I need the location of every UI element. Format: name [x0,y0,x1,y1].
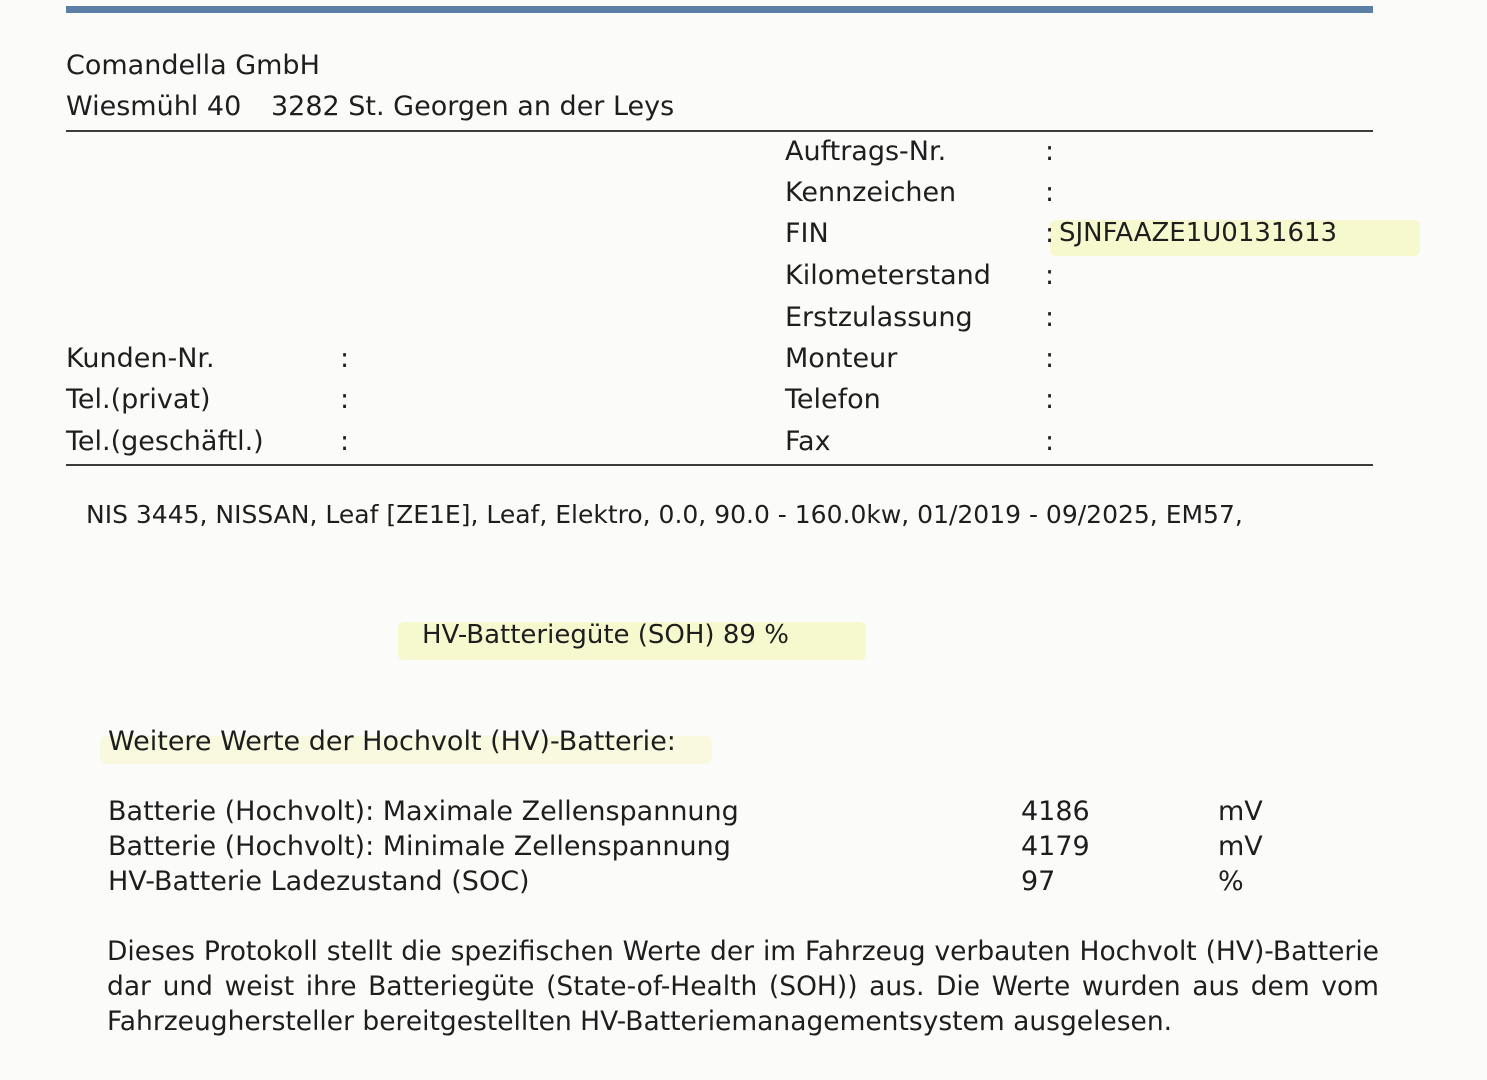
protocol-note: Dieses Protokoll stellt die spezifischen Werte der im Fahrzeug verbauten Hochvolt (HV)-Batterie dar und weist ihre Batteriegüte (State-of-Health (SOH)) aus. Die Werte wurden aus dem vom Fahrzeughersteller bereitgestellten HV-Batteriemanagementsystem ausgelesen. [107,936,1379,1037]
field-separator: : [340,426,350,457]
field-label: Fax [785,426,831,457]
header-divider [66,130,1373,132]
field-label: Kilometerstand [785,260,991,291]
field-separator: : [1045,384,1055,415]
field-separator: : [1045,260,1055,291]
value-unit: mV [1218,831,1263,862]
field-separator: : [340,343,350,374]
fin-value: SJNFAAZE1U0131613 [1059,218,1338,248]
section-title: Weitere Werte der Hochvolt (HV)-Batterie: [108,726,676,757]
value-number: 4179 [1021,831,1090,862]
field-label: Kennzeichen [785,177,957,208]
field-label: Monteur [785,343,898,374]
value-unit: mV [1218,796,1263,827]
header-accent-bar [66,6,1373,13]
field-separator: : [1045,302,1055,333]
field-label: Auftrags-Nr. [785,136,947,167]
field-separator: : [1045,177,1055,208]
company-name: Comandella GmbH [66,50,320,81]
soh-result: HV-Batteriegüte (SOH) 89 % [422,620,789,650]
value-number: 97 [1021,866,1056,897]
field-label: Tel.(geschäftl.) [66,426,264,457]
field-label: Erstzulassung [785,302,973,333]
fields-divider [66,464,1373,466]
field-separator: : [340,384,350,415]
company-city: 3282 St. Georgen an der Leys [271,91,675,122]
field-separator: : [1045,136,1055,167]
value-label: Batterie (Hochvolt): Maximale Zellenspannung [108,796,739,827]
field-label: FIN [785,218,829,249]
field-separator: : [1045,218,1055,249]
value-number: 4186 [1021,796,1090,827]
field-label: Tel.(privat) [66,384,211,415]
field-separator: : [1045,426,1055,457]
field-label: Telefon [785,384,881,415]
value-unit: % [1218,866,1244,897]
value-label: Batterie (Hochvolt): Minimale Zellenspannung [108,831,731,862]
field-separator: : [1045,343,1055,374]
field-label: Kunden-Nr. [66,343,215,374]
value-label: HV-Batterie Ladezustand (SOC) [108,866,530,897]
vehicle-description: NIS 3445, NISSAN, Leaf [ZE1E], Leaf, Elektro, 0.0, 90.0 - 160.0kw, 01/2019 - 09/2025, EM57, [86,500,1243,529]
company-street: Wiesmühl 40 [66,91,242,122]
